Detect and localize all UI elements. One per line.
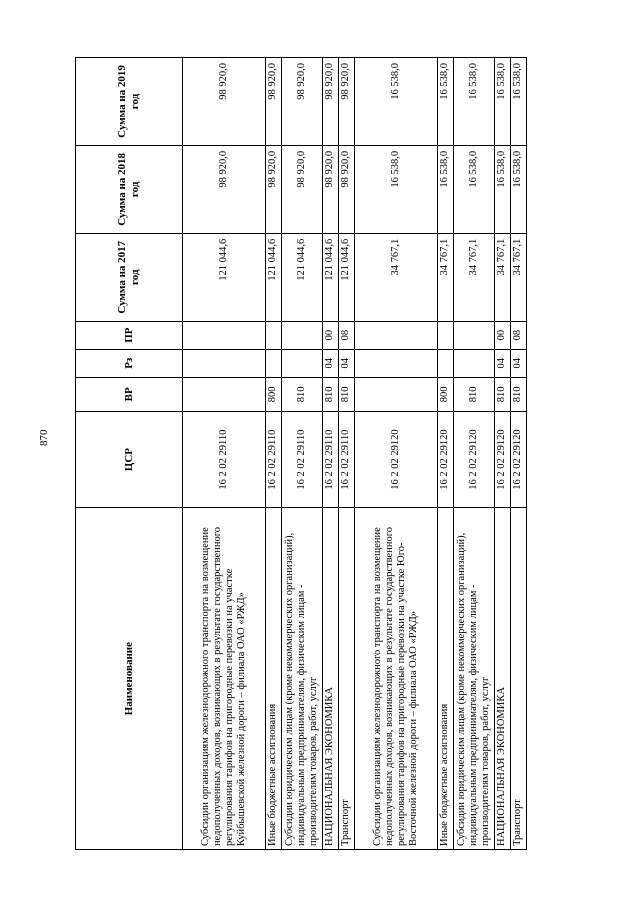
cell-2019: 98 920,0: [282, 58, 323, 146]
header-name: Наименование: [76, 508, 183, 850]
cell-2019: 16 538,0: [355, 58, 438, 146]
cell-csr: 16 2 02 29110: [266, 411, 282, 507]
cell-2017: 34 767,1: [511, 233, 527, 321]
table-row: [511, 58, 527, 850]
cell-2017: 121 044,6: [282, 233, 323, 321]
table-row: [454, 58, 495, 850]
cell-pr: 08: [339, 321, 355, 349]
cell-csr: 16 2 02 29120: [495, 411, 511, 507]
cell-csr: 16 2 02 29110: [282, 411, 323, 507]
cell-rz: 04: [339, 349, 355, 377]
cell-pr: 08: [511, 321, 527, 349]
cell-vr: [355, 377, 438, 411]
rotated-table-container: [75, 57, 524, 850]
cell-2018: 98 920,0: [183, 145, 266, 233]
cell-name: Субсидии юридическим лицам (кроме некоммерческих организаций), индивидуальным предпринимателям, физическим лицам - производителям товаров, работ, услуг: [282, 508, 323, 850]
cell-pr: [355, 321, 438, 349]
cell-2019: 98 920,0: [266, 58, 282, 146]
cell-2018: 16 538,0: [355, 145, 438, 233]
cell-name: Иные бюджетные ассигнования: [438, 508, 454, 850]
header-2017: Сумма на 2017 год: [76, 233, 183, 321]
cell-vr: 810: [323, 377, 339, 411]
cell-2017: 121 044,6: [323, 233, 339, 321]
cell-rz: [355, 349, 438, 377]
table-row: [323, 58, 339, 850]
budget-table: [75, 57, 527, 850]
cell-2019: 16 538,0: [454, 58, 495, 146]
cell-vr: 810: [454, 377, 495, 411]
cell-rz: 04: [511, 349, 527, 377]
cell-name: Субсидии организациям железнодорожного транспорта на возмещение недополученных доходов, возникающих в результате государственного регулирования тарифов на пригородные перевозки на участке Юго-Восточной железной дороги – филиала ОАО «РЖД»: [355, 508, 438, 850]
cell-2017: 121 044,6: [183, 233, 266, 321]
cell-pr: [282, 321, 323, 349]
page-number: 870: [38, 429, 50, 446]
cell-rz: 04: [495, 349, 511, 377]
cell-rz: 04: [323, 349, 339, 377]
cell-name: Транспорт: [339, 508, 355, 850]
header-csr: ЦСР: [76, 411, 183, 507]
header-rz: Рз: [76, 349, 183, 377]
cell-2018: 16 538,0: [438, 145, 454, 233]
cell-vr: 810: [495, 377, 511, 411]
table-row: [282, 58, 323, 850]
cell-2018: 98 920,0: [282, 145, 323, 233]
cell-rz: [183, 349, 266, 377]
header-2018: Сумма на 2018 год: [76, 145, 183, 233]
cell-vr: 800: [438, 377, 454, 411]
cell-csr: 16 2 02 29110: [183, 411, 266, 507]
cell-csr: 16 2 02 29110: [323, 411, 339, 507]
cell-rz: [438, 349, 454, 377]
cell-name: НАЦИОНАЛЬНАЯ ЭКОНОМИКА: [323, 508, 339, 850]
cell-pr: [266, 321, 282, 349]
cell-2018: 98 920,0: [339, 145, 355, 233]
cell-2017: 34 767,1: [495, 233, 511, 321]
cell-vr: 800: [266, 377, 282, 411]
cell-2018: 98 920,0: [323, 145, 339, 233]
cell-pr: [183, 321, 266, 349]
header-pr: ПР: [76, 321, 183, 349]
cell-name: Субсидии организациям железнодорожного транспорта на возмещение недополученных доходов, возникающих в результате государственного регулирования тарифов на пригородные перевозки на участке Куйбышевской железной дороги – филиала ОАО «РЖД»: [183, 508, 266, 850]
cell-vr: 810: [282, 377, 323, 411]
cell-vr: [183, 377, 266, 411]
cell-name: Субсидии юридическим лицам (кроме некоммерческих организаций), индивидуальным предпринимателям, физическим лицам - производителям товаров, работ, услуг: [454, 508, 495, 850]
cell-2017: 34 767,1: [454, 233, 495, 321]
cell-2019: 16 538,0: [511, 58, 527, 146]
cell-2017: 121 044,6: [339, 233, 355, 321]
table-row: [183, 58, 266, 850]
cell-2017: 121 044,6: [266, 233, 282, 321]
cell-2019: 16 538,0: [495, 58, 511, 146]
cell-name: Иные бюджетные ассигнования: [266, 508, 282, 850]
header-vr: ВР: [76, 377, 183, 411]
cell-2019: 16 538,0: [438, 58, 454, 146]
cell-pr: [454, 321, 495, 349]
cell-csr: 16 2 02 29120: [454, 411, 495, 507]
table-header-row: [76, 58, 183, 850]
cell-rz: [282, 349, 323, 377]
cell-2019: 98 920,0: [323, 58, 339, 146]
cell-2018: 16 538,0: [511, 145, 527, 233]
cell-pr: [438, 321, 454, 349]
cell-name: Транспорт: [511, 508, 527, 850]
cell-vr: 810: [339, 377, 355, 411]
cell-vr: 810: [511, 377, 527, 411]
table-row: [339, 58, 355, 850]
cell-rz: [266, 349, 282, 377]
cell-csr: 16 2 02 29120: [511, 411, 527, 507]
header-2019: Сумма на 2019 год: [76, 58, 183, 146]
cell-2018: 16 538,0: [495, 145, 511, 233]
cell-name: НАЦИОНАЛЬНАЯ ЭКОНОМИКА: [495, 508, 511, 850]
cell-csr: 16 2 02 29110: [339, 411, 355, 507]
cell-pr: 00: [323, 321, 339, 349]
cell-2017: 34 767,1: [355, 233, 438, 321]
table-row: [438, 58, 454, 850]
table-row: [495, 58, 511, 850]
table-row: [355, 58, 438, 850]
cell-2018: 16 538,0: [454, 145, 495, 233]
table-row: [266, 58, 282, 850]
cell-2018: 98 920,0: [266, 145, 282, 233]
cell-2017: 34 767,1: [438, 233, 454, 321]
cell-csr: 16 2 02 29120: [355, 411, 438, 507]
cell-2019: 98 920,0: [183, 58, 266, 146]
cell-2019: 98 920,0: [339, 58, 355, 146]
cell-pr: 00: [495, 321, 511, 349]
cell-rz: [454, 349, 495, 377]
cell-csr: 16 2 02 29120: [438, 411, 454, 507]
